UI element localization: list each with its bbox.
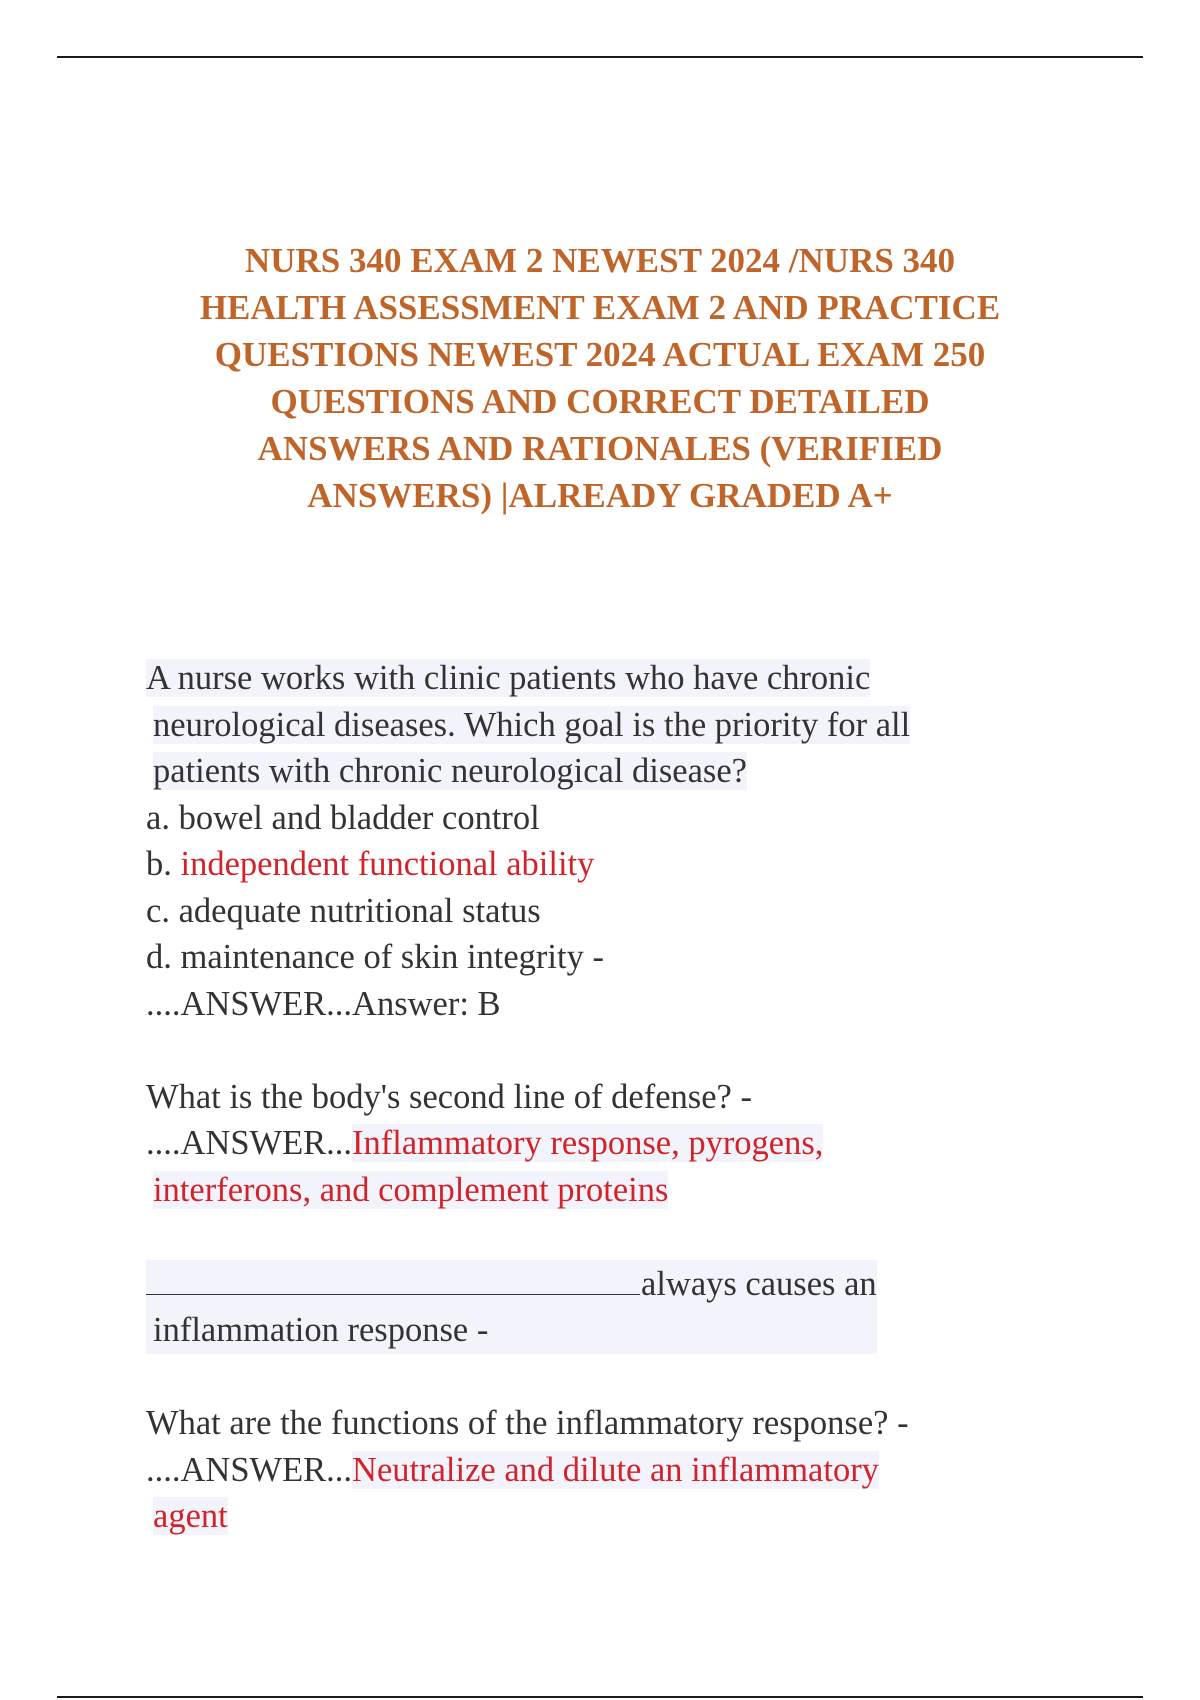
answer-blank bbox=[146, 1260, 640, 1295]
title-line: NURS 340 EXAM 2 NEWEST 2024 /NURS 340 bbox=[244, 241, 956, 280]
answer-text: Neutralize and dilute an inflammatory bbox=[352, 1450, 879, 1489]
footer-rule bbox=[57, 1696, 1143, 1698]
answer-text: agent bbox=[153, 1497, 228, 1535]
option-b-prefix: b. bbox=[146, 845, 181, 883]
document-title bbox=[110, 237, 1090, 519]
document-body bbox=[146, 655, 1066, 1586]
answer-prefix: ....ANSWER... bbox=[146, 1450, 353, 1489]
title-line: ANSWERS) |ALREADY GRADED A+ bbox=[307, 476, 893, 515]
statement-text: inflammation response - bbox=[153, 1311, 489, 1349]
question-3 bbox=[146, 1260, 1066, 1354]
question-4 bbox=[146, 1400, 1066, 1540]
question-stem-line: patients with chronic neurological disease? bbox=[153, 752, 747, 790]
header-rule bbox=[57, 56, 1143, 58]
question-text: What is the body's second line of defense? - bbox=[146, 1077, 752, 1116]
question-text: What are the functions of the inflammatory response? - bbox=[146, 1404, 909, 1442]
option-b-correct-answer: independent functional ability bbox=[180, 845, 595, 883]
title-line: QUESTIONS NEWEST 2024 ACTUAL EXAM 250 bbox=[214, 335, 986, 374]
option-d: d. maintenance of skin integrity - bbox=[146, 938, 604, 976]
option-b bbox=[146, 841, 1066, 888]
title-line: HEALTH ASSESSMENT EXAM 2 AND PRACTICE bbox=[199, 288, 1001, 327]
fill-in-blank-statement bbox=[146, 1260, 877, 1354]
answer-prefix: ....ANSWER... bbox=[146, 1124, 353, 1162]
option-c: c. adequate nutritional status bbox=[146, 891, 541, 930]
answer-text: interferons, and complement proteins bbox=[153, 1170, 669, 1209]
question-2 bbox=[146, 1074, 1066, 1214]
option-a: a. bowel and bladder control bbox=[146, 798, 540, 837]
question-1 bbox=[146, 655, 1066, 1027]
question-stem-line: A nurse works with clinic patients who have chronic bbox=[146, 659, 871, 697]
answer-line: ....ANSWER...Answer: B bbox=[146, 984, 501, 1023]
statement-text: always causes an bbox=[641, 1264, 877, 1303]
question-stem-line: neurological diseases. Which goal is the priority for all bbox=[153, 705, 911, 744]
title-line: ANSWERS AND RATIONALES (VERIFIED bbox=[257, 429, 943, 468]
title-line: QUESTIONS AND CORRECT DETAILED bbox=[270, 382, 930, 421]
answer-text: Inflammatory response, pyrogens, bbox=[352, 1124, 824, 1162]
